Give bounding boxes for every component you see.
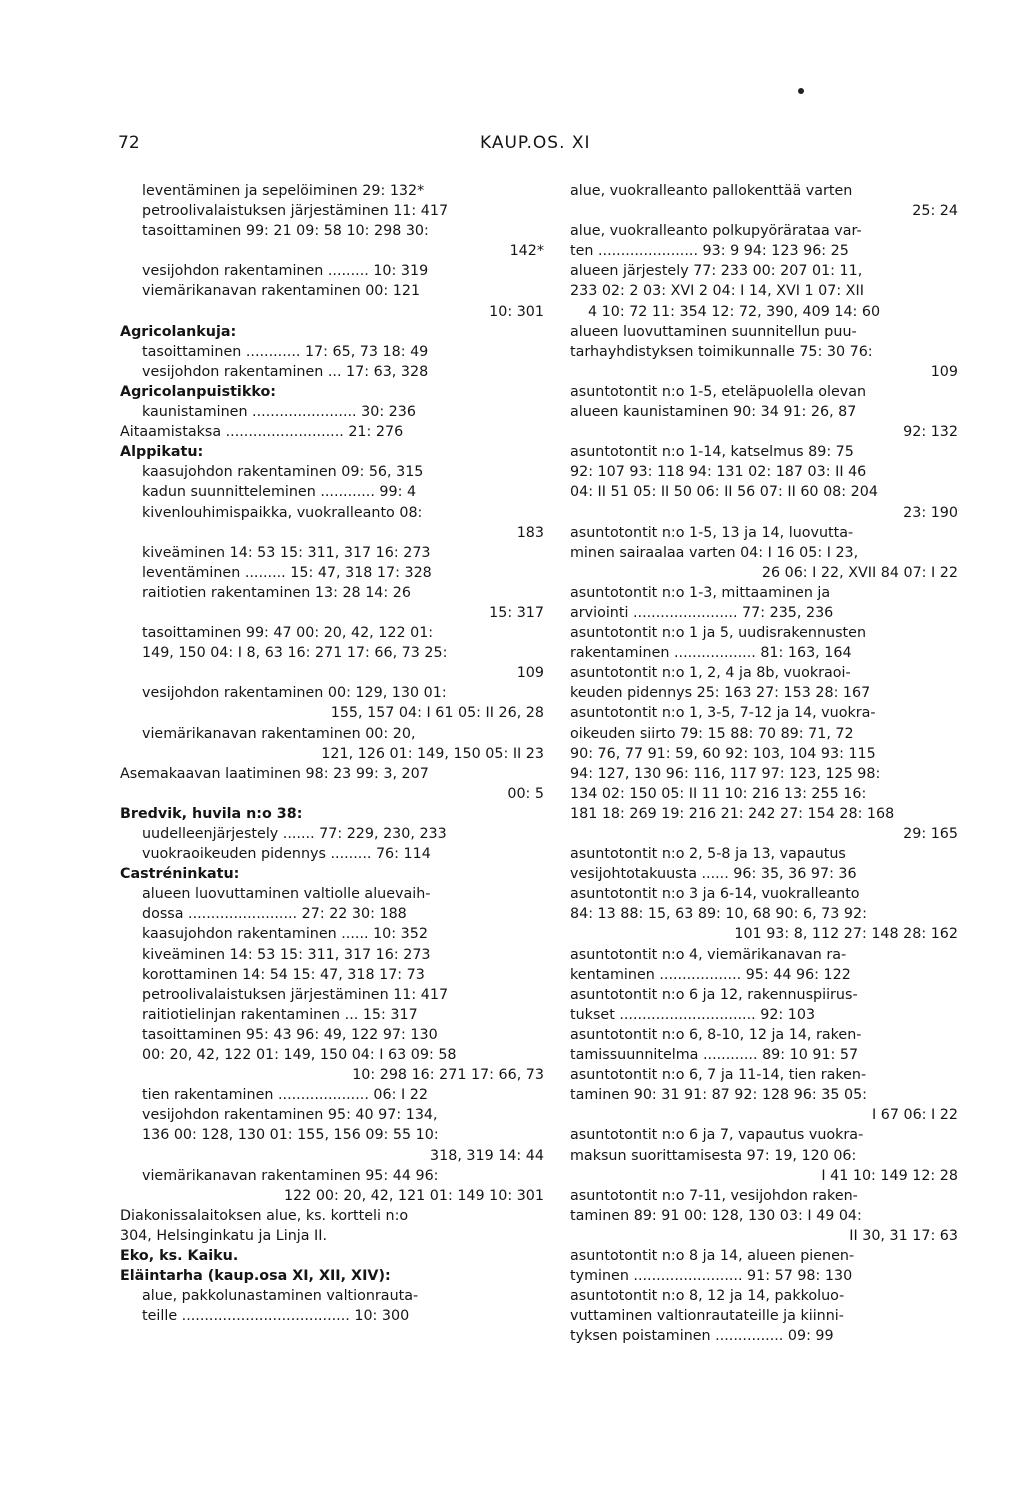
entry-line: kaunistaminen ....................... 30: 236 bbox=[142, 404, 416, 421]
entry-line: dossa ........................ 27: 22 30: 188 bbox=[142, 906, 407, 923]
index-entry bbox=[120, 181, 544, 322]
entry-line: tasoittaminen ............ 17: 65, 73 18: 49 bbox=[142, 343, 429, 360]
index-entry bbox=[120, 382, 544, 442]
entry-line: alueen luovuttaminen suunnitellun puu- bbox=[570, 323, 857, 340]
entry-line: asuntotontit n:o 1-3, mittaaminen ja bbox=[570, 584, 831, 601]
entry-line: raitiotien rakentaminen 13: 28 14: 26 bbox=[142, 584, 411, 601]
entry-line: alue, vuokralleanto polkupyörärataa var- bbox=[570, 223, 862, 240]
entry-line: tien rakentaminen .................... 06: I 22 bbox=[142, 1087, 428, 1104]
entry-line: petroolivalaistuksen järjestäminen 11: 417 bbox=[142, 203, 449, 220]
entry-line: viemärikanavan rakentaminen 95: 44 96: bbox=[142, 1167, 439, 1184]
running-head: KAUP.OS. XI bbox=[480, 133, 591, 153]
entry-line: 233 02: 2 03: XVI 2 04: I 14, XVI 1 07: XII bbox=[570, 283, 864, 300]
entry-line: 23: 190 bbox=[903, 504, 958, 521]
entry-line: asuntotontit n:o 6, 8-10, 12 ja 14, raken- bbox=[570, 1026, 862, 1043]
entry-line: 109 bbox=[516, 665, 544, 682]
entry-line: asuntotontit n:o 1, 3-5, 7-12 ja 14, vuokra- bbox=[570, 705, 876, 722]
entry-line: korottaminen 14: 54 15: 47, 318 17: 73 bbox=[142, 966, 425, 983]
entry-line: minen sairaalaa varten 04: I 16 05: I 23, bbox=[570, 544, 859, 561]
entry-line: asuntotontit n:o 1 ja 5, uudisrakennusten bbox=[570, 625, 867, 642]
entry-line: II 30, 31 17: 63 bbox=[849, 1227, 958, 1244]
entry-heading: Agricolankuja: bbox=[120, 323, 237, 340]
entry-line: tasoittaminen 99: 21 09: 58 10: 298 30: bbox=[142, 223, 429, 240]
entry-line: oikeuden siirto 79: 15 88: 70 89: 71, 72 bbox=[570, 725, 854, 742]
index-entry bbox=[120, 804, 544, 864]
entry-line: Asemakaavan laatiminen 98: 23 99: 3, 207 bbox=[120, 765, 429, 782]
entry-line: asuntotontit n:o 1-5, 13 ja 14, luovutta- bbox=[570, 524, 854, 541]
entry-line: rakentaminen .................. 81: 163, 164 bbox=[570, 645, 852, 662]
entry-line: I 67 06: I 22 bbox=[871, 1107, 958, 1124]
entry-line: vesijohdon rakentaminen ... 17: 63, 328 bbox=[142, 363, 429, 380]
entry-line: 00: 20, 42, 122 01: 149, 150 04: I 63 09: 58 bbox=[142, 1047, 457, 1064]
right-column bbox=[570, 181, 958, 1346]
entry-line: 142* bbox=[509, 243, 544, 260]
entry-line: vesijohdon rakentaminen ......... 10: 319 bbox=[142, 263, 429, 280]
entry-line: 304, Helsinginkatu ja Linja II. bbox=[120, 1227, 328, 1244]
entry-line: 92: 132 bbox=[903, 424, 958, 441]
entry-line: teille ..................................... 10: 300 bbox=[142, 1308, 410, 1325]
entry-line: viemärikanavan rakentaminen 00: 20, bbox=[142, 725, 416, 742]
entry-line: leventäminen ......... 15: 47, 318 17: 328 bbox=[142, 564, 432, 581]
ink-dot bbox=[798, 88, 804, 94]
entry-line: 92: 107 93: 118 94: 131 02: 187 03: II 46 bbox=[570, 464, 867, 481]
index-entry bbox=[120, 442, 544, 804]
entry-line: Diakonissalaitoksen alue, ks. kortteli n:o bbox=[120, 1207, 409, 1224]
entry-line: 90: 76, 77 91: 59, 60 92: 103, 104 93: 115 bbox=[570, 745, 876, 762]
entry-line: vesijohdon rakentaminen 00: 129, 130 01: bbox=[142, 685, 447, 702]
entry-line: 15: 317 bbox=[489, 604, 544, 621]
left-column bbox=[120, 181, 544, 1326]
entry-line: 00: 5 bbox=[507, 785, 544, 802]
entry-heading: Castréninkatu: bbox=[120, 866, 240, 883]
entry-line: taminen 89: 91 00: 128, 130 03: I 49 04: bbox=[570, 1207, 862, 1224]
entry-line: I 41 10: 149 12: 28 bbox=[821, 1167, 958, 1184]
entry-line: maksun suorittamisesta 97: 19, 120 06: bbox=[570, 1147, 857, 1164]
entry-line: alueen luovuttaminen valtiolle aluevaih- bbox=[142, 886, 431, 903]
entry-line: arviointi ....................... 77: 235, 236 bbox=[570, 604, 834, 621]
entry-line: 25: 24 bbox=[912, 203, 958, 220]
entry-line: 122 00: 20, 42, 121 01: 149 10: 301 bbox=[283, 1187, 544, 1204]
entry-line: kiveäminen 14: 53 15: 311, 317 16: 273 bbox=[142, 946, 431, 963]
entry-line: tamissuunnitelma ............ 89: 10 91: 57 bbox=[570, 1047, 859, 1064]
entry-line: 149, 150 04: I 8, 63 16: 271 17: 66, 73 25: bbox=[142, 645, 448, 662]
entry-heading: Eko, ks. Kaiku. bbox=[120, 1247, 239, 1264]
entry-line: 109 bbox=[930, 363, 958, 380]
entry-line: 134 02: 150 05: II 11 10: 216 13: 255 16: bbox=[570, 785, 867, 802]
entry-line: vuokraoikeuden pidennys ......... 76: 114 bbox=[142, 846, 431, 863]
index-entry bbox=[120, 864, 544, 1246]
index-entry bbox=[120, 322, 544, 382]
entry-line: 4 10: 72 11: 354 12: 72, 390, 409 14: 60 bbox=[588, 303, 881, 320]
entry-line: asuntotontit n:o 6 ja 7, vapautus vuokra- bbox=[570, 1127, 864, 1144]
entry-line: petroolivalaistuksen järjestäminen 11: 417 bbox=[142, 986, 449, 1003]
entry-line: 155, 157 04: I 61 05: II 26, 28 bbox=[330, 705, 544, 722]
entry-heading: Alppikatu: bbox=[120, 444, 204, 461]
entry-line: 318, 319 14: 44 bbox=[430, 1147, 544, 1164]
entry-line: vesijohdon rakentaminen 95: 40 97: 134, bbox=[142, 1107, 438, 1124]
entry-line: asuntotontit n:o 8, 12 ja 14, pakkoluo- bbox=[570, 1288, 845, 1305]
entry-line: tukset .............................. 92: 103 bbox=[570, 1006, 816, 1023]
entry-line: 04: II 51 05: II 50 06: II 56 07: II 60 08: 204 bbox=[570, 484, 878, 501]
entry-line: raitiotielinjan rakentaminen ... 15: 317 bbox=[142, 1006, 418, 1023]
entry-line: asuntotontit n:o 3 ja 6-14, vuokralleanto bbox=[570, 886, 860, 903]
entry-line: 10: 298 16: 271 17: 66, 73 bbox=[352, 1067, 544, 1084]
entry-heading: Eläintarha (kaup.osa XI, XII, XIV): bbox=[120, 1268, 391, 1285]
entry-line: asuntotontit n:o 1-14, katselmus 89: 75 bbox=[570, 444, 854, 461]
entry-line: kadun suunnitteleminen ............ 99: 4 bbox=[142, 484, 417, 501]
entry-line: alueen kaunistaminen 90: 34 91: 26, 87 bbox=[570, 404, 857, 421]
entry-line: keuden pidennys 25: 163 27: 153 28: 167 bbox=[570, 685, 871, 702]
entry-line: vuttaminen valtionrautateille ja kiinni- bbox=[570, 1308, 844, 1325]
entry-line: kaasujohdon rakentaminen ...... 10: 352 bbox=[142, 926, 428, 943]
entry-line: ten ...................... 93: 9 94: 123 96: 25 bbox=[570, 243, 849, 260]
entry-line: 10: 301 bbox=[489, 303, 544, 320]
entry-line: 29: 165 bbox=[903, 826, 958, 842]
page-number: 72 bbox=[118, 133, 140, 153]
entry-line: kivenlouhimispaikka, vuokralleanto 08: bbox=[142, 504, 423, 521]
index-entry bbox=[120, 1246, 544, 1326]
entry-line: alueen järjestely 77: 233 00: 207 01: 11, bbox=[570, 263, 863, 280]
entry-line: tarhayhdistyksen toimikunnalle 75: 30 76: bbox=[570, 343, 873, 360]
entry-line: asuntotontit n:o 1-5, eteläpuolella olevan bbox=[570, 383, 867, 400]
entry-line: asuntotontit n:o 4, viemärikanavan ra- bbox=[570, 946, 847, 963]
entry-line: alue, vuokralleanto pallokenttää varten bbox=[570, 183, 853, 199]
entry-line: taminen 90: 31 91: 87 92: 128 96: 35 05: bbox=[570, 1087, 867, 1104]
entry-heading: Bredvik, huvila n:o 38: bbox=[120, 805, 303, 822]
entry-line: 136 00: 128, 130 01: 155, 156 09: 55 10: bbox=[142, 1127, 439, 1144]
entry-line: asuntotontit n:o 2, 5-8 ja 13, vapautus bbox=[570, 846, 846, 863]
entry-line: asuntotontit n:o 6, 7 ja 11-14, tien raken- bbox=[570, 1067, 867, 1084]
entry-line: viemärikanavan rakentaminen 00: 121 bbox=[142, 283, 421, 300]
entry-line: 94: 127, 130 96: 116, 117 97: 123, 125 98: bbox=[570, 765, 881, 782]
entry-line: 26 06: I 22, XVII 84 07: I 22 bbox=[761, 564, 958, 581]
entry-line: 181 18: 269 19: 216 21: 242 27: 154 28: 168 bbox=[570, 805, 895, 822]
entry-line: asuntotontit n:o 8 ja 14, alueen pienen- bbox=[570, 1247, 855, 1264]
entry-line: vesijohtotakuusta ...... 96: 35, 36 97: 36 bbox=[570, 866, 857, 883]
entry-line: tyminen ........................ 91: 57 98: 130 bbox=[570, 1268, 853, 1285]
entry-line: 183 bbox=[516, 524, 544, 541]
entry-line: Aitaamistaksa .......................... 21: 276 bbox=[120, 424, 404, 441]
entry-line: 101 93: 8, 112 27: 148 28: 162 bbox=[734, 926, 958, 943]
entry-line: alue, pakkolunastaminen valtionrauta- bbox=[142, 1288, 419, 1305]
entry-heading: Agricolanpuistikko: bbox=[120, 383, 277, 400]
entry-line: leventäminen ja sepelöiminen 29: 132* bbox=[142, 183, 425, 199]
index-entry bbox=[570, 181, 958, 1346]
entry-line: asuntotontit n:o 1, 2, 4 ja 8b, vuokraoi- bbox=[570, 665, 851, 682]
entry-line: asuntotontit n:o 7-11, vesijohdon raken- bbox=[570, 1187, 858, 1204]
entry-line: asuntotontit n:o 6 ja 12, rakennuspiirus- bbox=[570, 986, 858, 1003]
entry-line: uudelleenjärjestely ....... 77: 229, 230, 233 bbox=[142, 826, 447, 842]
entry-line: 84: 13 88: 15, 63 89: 10, 68 90: 6, 73 92: bbox=[570, 906, 867, 923]
entry-line: kentaminen .................. 95: 44 96: 122 bbox=[570, 966, 851, 983]
entry-line: tasoittaminen 95: 43 96: 49, 122 97: 130 bbox=[142, 1026, 438, 1043]
entry-line: tasoittaminen 99: 47 00: 20, 42, 122 01: bbox=[142, 625, 434, 642]
entry-line: kaasujohdon rakentaminen 09: 56, 315 bbox=[142, 464, 424, 481]
entry-line: tyksen poistaminen ............... 09: 99 bbox=[570, 1328, 834, 1345]
entry-line: kiveäminen 14: 53 15: 311, 317 16: 273 bbox=[142, 544, 431, 561]
entry-line: 121, 126 01: 149, 150 05: II 23 bbox=[321, 745, 544, 762]
